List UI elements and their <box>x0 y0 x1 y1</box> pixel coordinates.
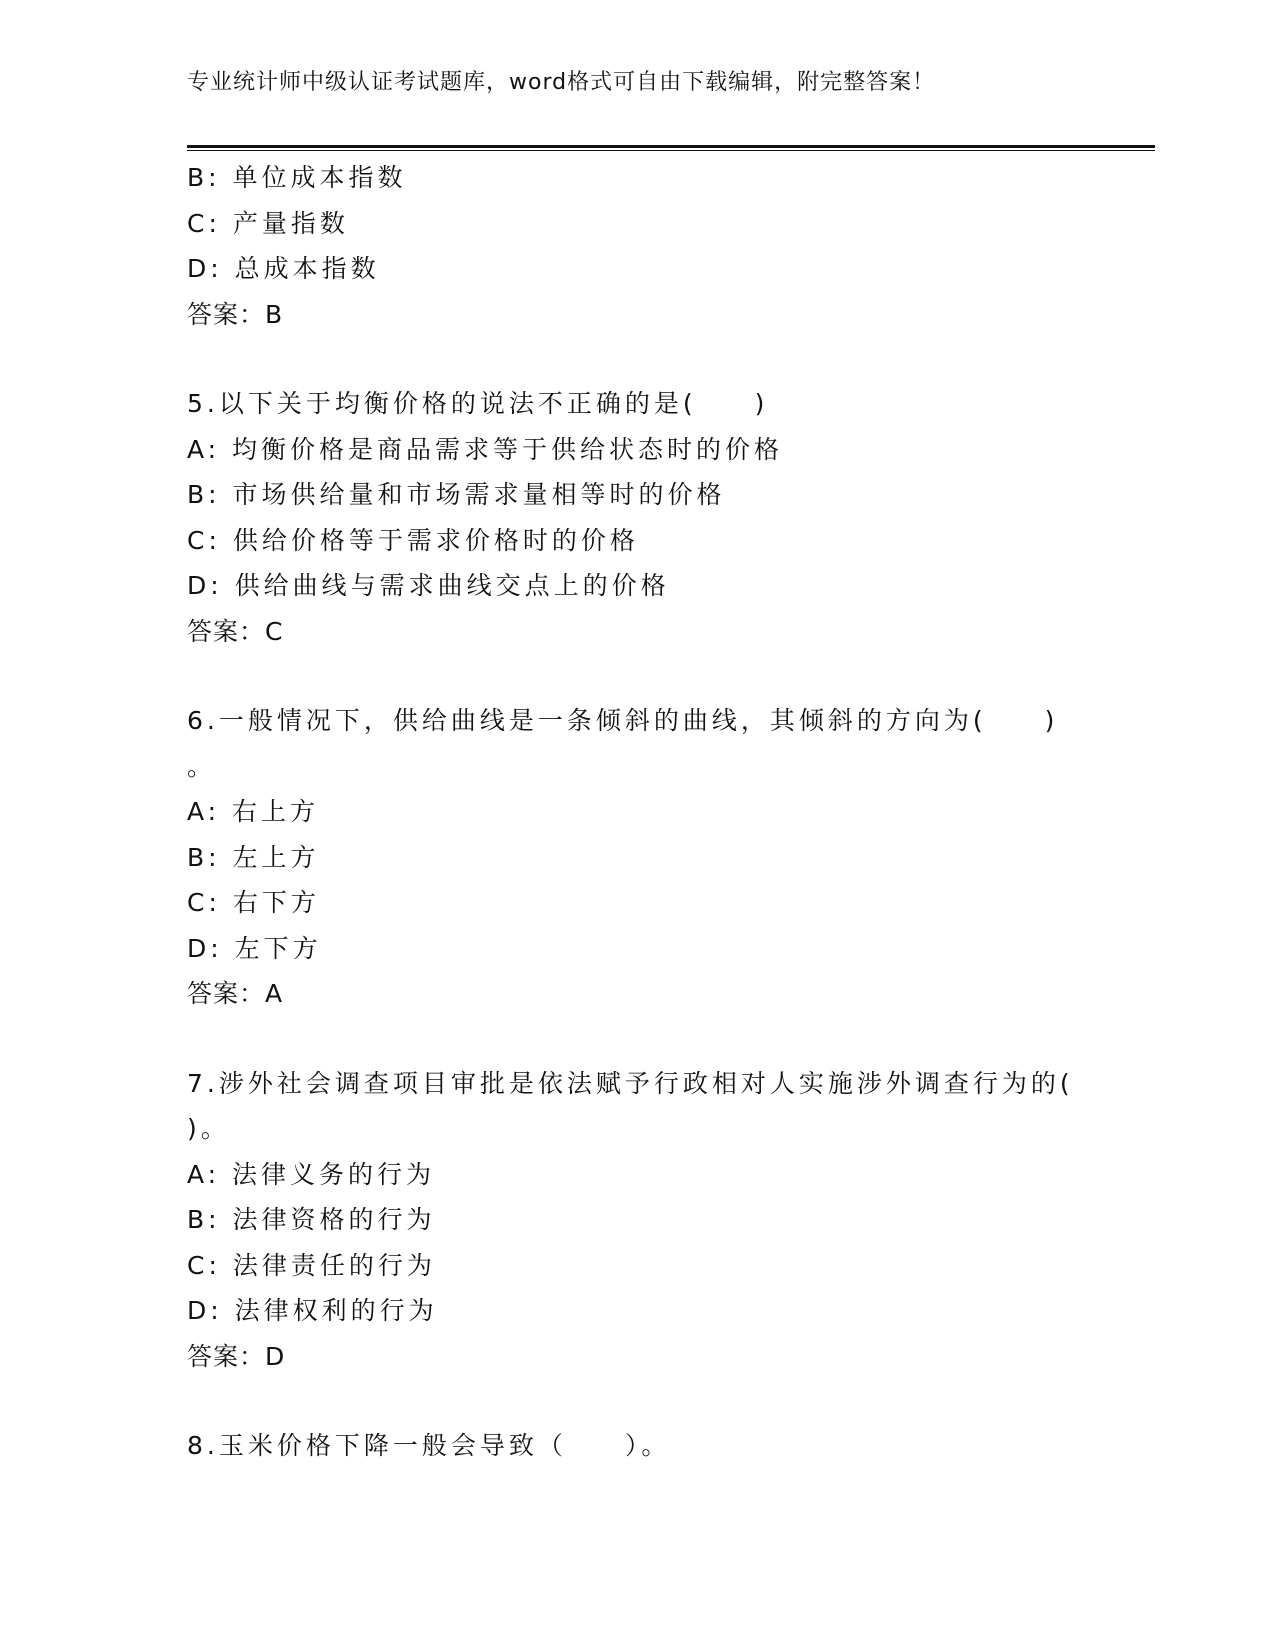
spacer <box>187 1017 1147 1061</box>
question-6 <box>187 698 1147 1017</box>
header-rule-thick <box>187 145 1155 148</box>
answer: 答案：A <box>187 979 284 1008</box>
option-d: D: 左下方 <box>187 933 322 963</box>
option-d: D: 总成本指数 <box>187 254 380 283</box>
option-c: C: 法律责任的行为 <box>187 1250 436 1280</box>
question-5 <box>187 381 1147 654</box>
question-stem: 8.玉米价格下降一般会导致（ ）。 <box>187 1431 671 1460</box>
spacer <box>187 337 1147 381</box>
option-b: B: 左上方 <box>187 842 320 872</box>
option-a: A: 均衡价格是商品需求等于供给状态时的价格 <box>187 434 784 464</box>
question-stem-continued: )。 <box>187 1114 230 1143</box>
spacer <box>187 654 1147 698</box>
question-stem: 5.以下关于均衡价格的说法不正确的是( ) <box>187 389 769 418</box>
answer: 答案：B <box>187 299 284 329</box>
question-stem: 7.涉外社会调查项目审批是依法赋予行政相对人实施涉外调查行为的( <box>187 1068 1074 1098</box>
option-c: C: 产量指数 <box>187 208 349 238</box>
option-d: D: 法律权利的行为 <box>187 1296 438 1325</box>
option-b: B: 市场供给量和市场需求量相等时的价格 <box>187 480 726 509</box>
answer: 答案：C <box>187 616 284 646</box>
option-a: A: 右上方 <box>187 797 320 826</box>
option-d: D: 供给曲线与需求曲线交点上的价格 <box>187 571 670 600</box>
question-8 <box>187 1423 1147 1469</box>
page-header: 专业统计师中级认证考试题库，word格式可自由下载编辑，附完整答案！ <box>187 70 936 95</box>
option-c: C: 右下方 <box>187 888 320 917</box>
option-b: B: 单位成本指数 <box>187 163 407 192</box>
option-c: C: 供给价格等于需求价格时的价格 <box>187 525 639 555</box>
question-4-continued <box>187 155 1147 337</box>
option-a: A: 法律义务的行为 <box>187 1159 436 1189</box>
spacer <box>187 1379 1147 1423</box>
header-rule-thin <box>187 150 1155 151</box>
question-7 <box>187 1061 1147 1380</box>
option-b: B: 法律资格的行为 <box>187 1205 436 1234</box>
answer: 答案：D <box>187 1341 286 1371</box>
document-body <box>187 155 1147 1469</box>
question-stem: 6.一般情况下，供给曲线是一条倾斜的曲线，其倾斜的方向为( ) <box>187 706 1059 735</box>
question-stem-continued: 。 <box>187 751 217 781</box>
